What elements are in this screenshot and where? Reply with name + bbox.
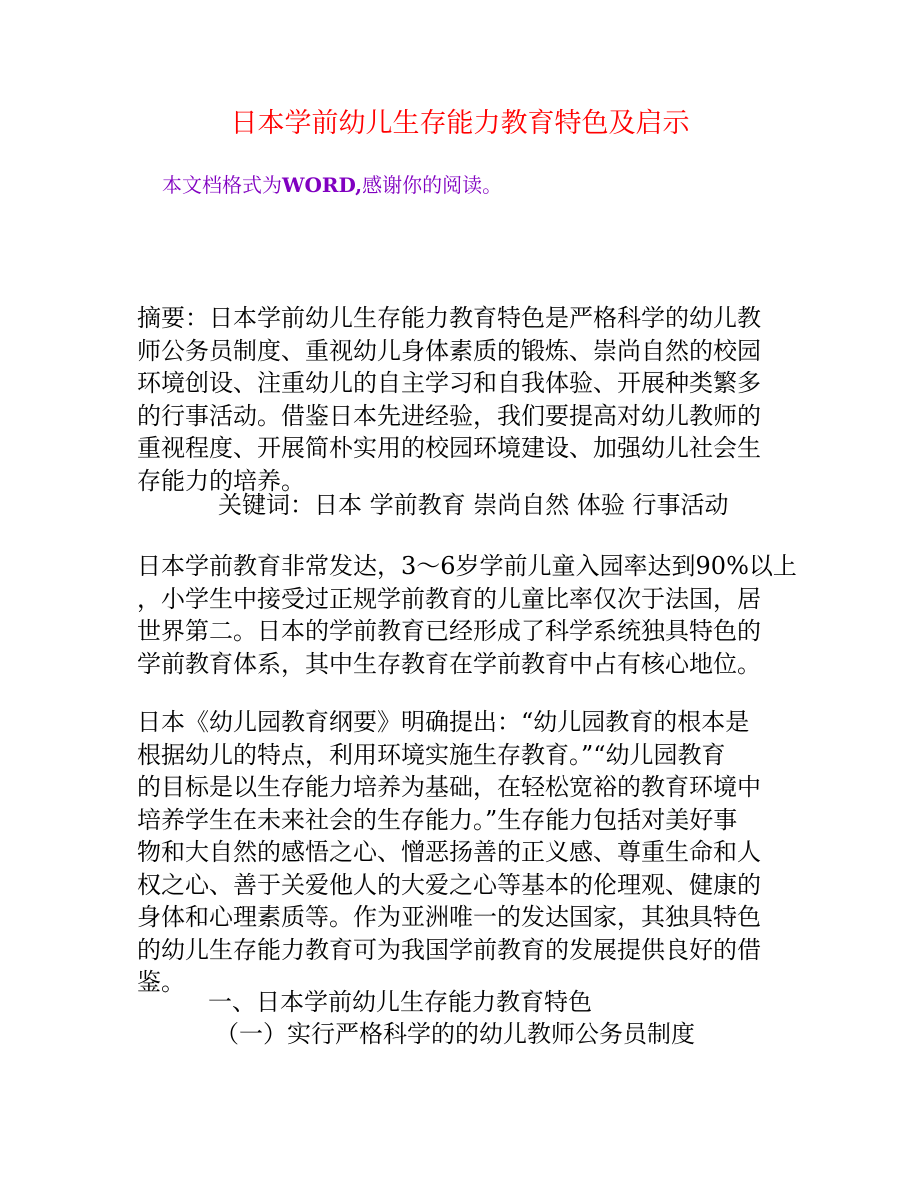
paragraph-line: 学前教育体系，其中生存教育在学前教育中占有核心地位。 (137, 649, 761, 678)
abstract-line: 存能力的培养。 (137, 466, 305, 495)
notice-prefix: 本文档格式为 (162, 173, 282, 197)
subsection-heading-text: （一）实行严格科学的的幼儿教师公务员制度 (215, 1020, 695, 1048)
abstract-line: 师公务员制度、重视幼儿身体素质的锻炼、崇尚自然的校园 (137, 336, 761, 365)
abstract (137, 302, 782, 497)
paragraph-2 (137, 706, 782, 999)
section-heading (208, 986, 853, 1019)
paragraph-1 (137, 550, 797, 680)
document-title: 日本学前幼儿生存能力教育特色及启示 (230, 108, 690, 139)
paragraph-line: 的目标是以生存能力培养为基础，在轻松宽裕的教育环境中 (137, 773, 761, 801)
keywords-line: 关键词：日本 学前教育 崇尚自然 体验 行事活动 (218, 491, 729, 519)
section-heading-text: 一、日本学前幼儿生存能力教育特色 (208, 988, 592, 1016)
paragraph-line: 身体和心理素质等。作为亚洲唯一的发达国家，其独具特色 (137, 903, 761, 931)
abstract-line: 环境创设、注重幼儿的自主学习和自我体验、开展种类繁多 (137, 369, 761, 397)
abstract-line: 的行事活动。借鉴日本先进经验，我们要提高对幼儿教师的 (137, 401, 761, 430)
paragraph-line: 的幼儿生存能力教育可为我国学前教育的发展提供良好的借 (137, 935, 761, 964)
paragraph-line: ，小学生中接受过正规学前教育的儿童比率仅次于法国，居 (137, 584, 761, 613)
notice-format: WORD, (282, 173, 363, 197)
paragraph-line: 根据幼儿的特点，利用环境实施生存教育。”“幼儿园教育 (137, 740, 726, 769)
paragraph-line: 权之心、善于关爱他人的大爱之心等基本的伦理观、健康的 (137, 870, 761, 899)
paragraph-line: 日本学前教育非常发达，3～6岁学前儿童入园率达到90%以上 (137, 552, 797, 580)
paragraph-line: 鉴。 (137, 968, 185, 996)
abstract-line: 摘要：日本学前幼儿生存能力教育特色是严格科学的幼儿教 (137, 304, 761, 332)
paragraph-line: 世界第二。日本的学前教育已经形成了科学系统独具特色的 (137, 617, 761, 645)
abstract-line: 重视程度、开展简朴实用的校园环境建设、加强幼儿社会生 (137, 434, 761, 462)
paragraph-line: 日本《幼儿园教育纲要》明确提出：“幼儿园教育的根本是 (137, 708, 750, 736)
format-notice (162, 169, 502, 201)
keywords (218, 489, 863, 522)
paragraph-line: 物和大自然的感悟之心、憎恶扬善的正义感、尊重生命和人 (137, 838, 761, 866)
subsection-heading (215, 1018, 860, 1051)
paragraph-line: 培养学生在未来社会的生存能力。”生存能力包括对美好事 (137, 805, 738, 834)
notice-suffix: 感谢你的阅读。 (362, 173, 503, 197)
